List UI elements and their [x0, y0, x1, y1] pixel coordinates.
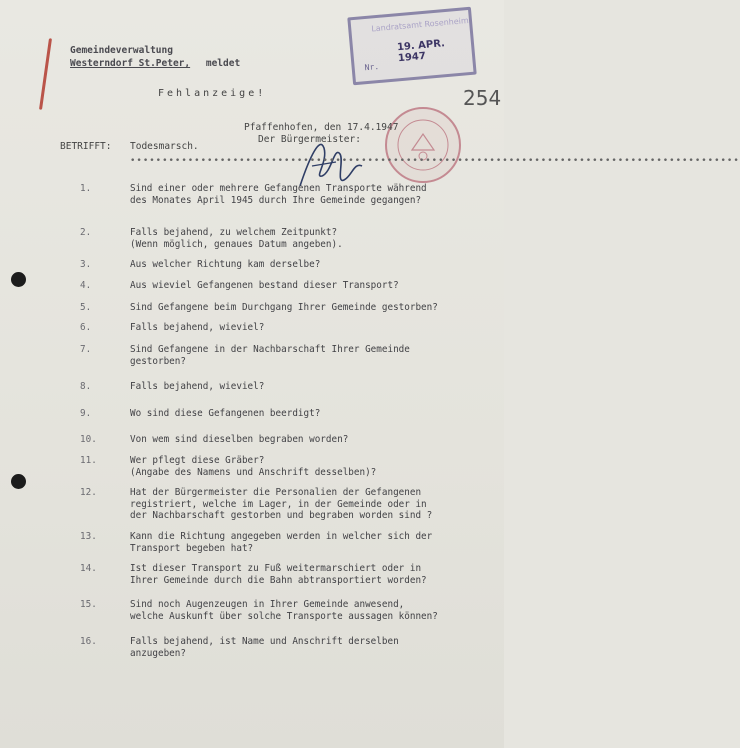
question-number: 6.	[80, 322, 92, 333]
question-text: Aus wieviel Gefangenen bestand dieser Transport?	[130, 280, 399, 291]
question-text: Falls bejahend, wieviel?	[130, 322, 265, 333]
signatory: Der Bürgermeister:	[258, 134, 361, 145]
sender-line-1: Gemeindeverwaltung	[70, 45, 173, 56]
received-stamp-number: Nr.	[364, 61, 380, 73]
question-text: Falls bejahend, zu welchem Zeitpunkt? (Wenn möglich, genaues Datum angeben).	[130, 227, 343, 250]
question-number: 1.	[80, 183, 92, 194]
question-number: 12.	[80, 487, 97, 498]
question-number: 10.	[80, 434, 97, 445]
subject-label: BETRIFFT:	[60, 141, 112, 152]
received-stamp	[347, 7, 476, 86]
question-number: 9.	[80, 408, 92, 419]
red-pencil-mark	[39, 38, 52, 110]
question-number: 15.	[80, 599, 97, 610]
question-text: Sind Gefangene in der Nachbarschaft Ihrer Gemeinde gestorben?	[130, 344, 410, 367]
question-number: 14.	[80, 563, 97, 574]
question-text: Sind einer oder mehrere Gefangenen Transporte während des Monates April 1945 durch Ihre Gemeinde gegangen?	[130, 183, 427, 206]
document-title: Fehlanzeige!	[158, 88, 267, 99]
punch-hole	[11, 272, 26, 287]
question-text: Falls bejahend, wieviel?	[130, 381, 265, 392]
question-text: Sind noch Augenzeugen in Ihrer Gemeinde anwesend, welche Auskunft über solche Transporte aussagen können?	[130, 599, 438, 622]
question-text: Falls bejahend, ist Name und Anschrift derselben anzugeben?	[130, 636, 399, 659]
question-text: Ist dieser Transport zu Fuß weitermarschiert oder in Ihrer Gemeinde durch die Bahn abtransportiert worden?	[130, 563, 427, 586]
page-number: 254	[463, 86, 502, 110]
subject-text: Todesmarsch.	[130, 141, 199, 152]
sender-verb: meldet	[205, 58, 241, 69]
question-number: 2.	[80, 227, 92, 238]
punch-hole	[11, 474, 26, 489]
question-number: 11.	[80, 455, 97, 466]
received-stamp-office: Landratsamt Rosenheim	[370, 15, 470, 34]
question-text: Aus welcher Richtung kam derselbe?	[130, 259, 321, 270]
question-number: 13.	[80, 531, 97, 542]
question-number: 3.	[80, 259, 92, 270]
question-text: Von wem sind dieselben begraben worden?	[130, 434, 349, 445]
question-text: Kann die Richtung angegeben werden in welcher sich der Transport begeben hat?	[130, 531, 433, 554]
sender-block	[70, 44, 240, 70]
received-stamp-date: 19. APR. 1947	[396, 38, 446, 65]
question-text: Sind Gefangene beim Durchgang Ihrer Gemeinde gestorben?	[130, 302, 438, 313]
place-date: Pfaffenhofen, den 17.4.1947	[244, 122, 399, 133]
sender-line-2: Westerndorf St.Peter,	[70, 58, 191, 69]
question-number: 8.	[80, 381, 92, 392]
question-number: 4.	[80, 280, 92, 291]
question-text: Wo sind diese Gefangenen beerdigt?	[130, 408, 321, 419]
question-text: Hat der Bürgermeister die Personalien der Gefangenen registriert, welche im Lager, in der Gemeinde oder in der Nachbarschaft gestorben und begraben worden sind ?	[130, 487, 433, 521]
question-number: 16.	[80, 636, 97, 647]
question-text: Wer pflegt diese Gräber? (Angabe des Namens und Anschrift desselben)?	[130, 455, 377, 478]
question-number: 5.	[80, 302, 92, 313]
question-number: 7.	[80, 344, 92, 355]
place-date-block	[244, 122, 398, 146]
dotted-divider: •••••••••••••••••••••••••••••••••••••••••••••••••••••••••••••••••••••••••••••••••••••••••••••••	[130, 156, 740, 166]
